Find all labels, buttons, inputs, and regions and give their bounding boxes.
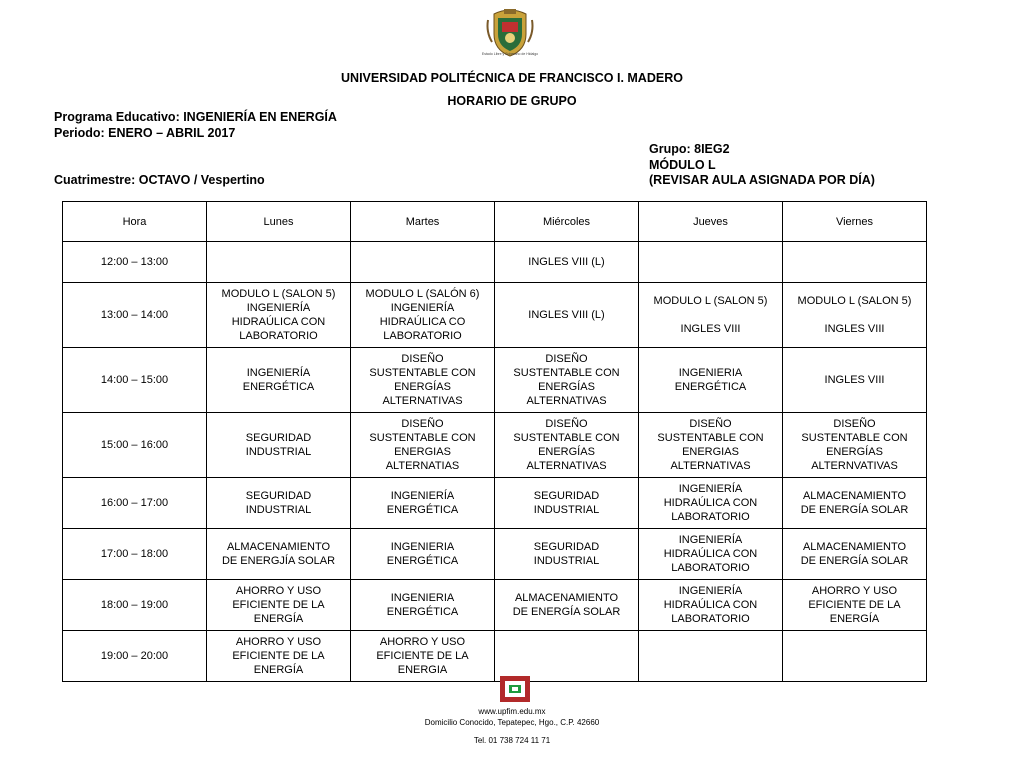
table-row [63,242,927,283]
period-label: Periodo: ENERO – ABRIL 2017 [54,126,236,140]
class-cell: ALMACENAMIENTO DE ENERGÍA SOLAR [783,529,927,580]
class-cell [783,242,927,283]
footer-address: Domicilio Conocido, Tepatepec, Hgo., C.P. 42660 [424,718,600,727]
class-cell: SEGURIDAD INDUSTRIAL [207,413,351,478]
university-name: UNIVERSIDAD POLITÉCNICA DE FRANCISCO I. MADERO [341,71,683,85]
program-label: Programa Educativo: INGENIERÍA EN ENERGÍA [54,110,337,124]
table-row [63,580,927,631]
class-cell: SEGURIDAD INDUSTRIAL [495,529,639,580]
class-cell: DISEÑO SUSTENTABLE CON ENERGÍAS ALTERNATIVAS [495,413,639,478]
class-cell: INGENIERÍA HIDRAÚLICA CON LABORATORIO [639,580,783,631]
class-cell: INGENIERÍA HIDRAÚLICA CON LABORATORIO [639,478,783,529]
time-cell: 18:00 – 19:00 [63,580,207,631]
time-cell: 19:00 – 20:00 [63,631,207,682]
class-cell: INGENIERIA ENERGÉTICA [639,348,783,413]
class-cell: DISEÑO SUSTENTABLE CON ENERGÍAS ALTERNATIVAS [495,348,639,413]
time-cell: 13:00 – 14:00 [63,283,207,348]
class-cell: INGENIERÍA HIDRAÚLICA CON LABORATORIO [639,529,783,580]
class-cell: MODULO L (SALON 5) INGLES VIII [783,283,927,348]
term-label: Cuatrimestre: OCTAVO / Vespertino [54,173,265,187]
class-cell: DISEÑO SUSTENTABLE CON ENERGIAS ALTERNATIVAS [639,413,783,478]
column-header-lunes: Lunes [207,202,351,242]
class-cell: DISEÑO SUSTENTABLE CON ENERGÍAS ALTERNVATIVAS [783,413,927,478]
seal-caption: Estado Libre y Soberano de Hidalgo [481,52,539,56]
schedule-table [62,201,927,682]
table-row [63,631,927,682]
class-cell: INGLES VIII (L) [495,283,639,348]
time-cell: 15:00 – 16:00 [63,413,207,478]
time-cell: 16:00 – 17:00 [63,478,207,529]
class-cell [639,242,783,283]
room-note: (REVISAR AULA ASIGNADA POR DÍA) [649,173,875,187]
class-cell: INGENIERIA ENERGÉTICA [351,580,495,631]
class-cell: SEGURIDAD INDUSTRIAL [495,478,639,529]
column-header-hora: Hora [63,202,207,242]
table-row [63,348,927,413]
column-header-viernes: Viernes [783,202,927,242]
document-title: HORARIO DE GRUPO [447,94,577,108]
class-cell: INGLES VIII (L) [495,242,639,283]
upfim-logo-icon [498,674,532,704]
column-header-martes: Martes [351,202,495,242]
class-cell: ALMACENAMIENTO DE ENERGJÍA SOLAR [207,529,351,580]
time-cell: 12:00 – 13:00 [63,242,207,283]
table-header-row [63,202,927,242]
class-cell: AHORRO Y USO EFICIENTE DE LA ENERGÍA [207,631,351,682]
time-cell: 17:00 – 18:00 [63,529,207,580]
class-cell: DISEÑO SUSTENTABLE CON ENERGIAS ALTERNATIAS [351,413,495,478]
table-row [63,283,927,348]
footer-phone: Tel. 01 738 724 11 71 [473,736,551,745]
class-cell: MODULO L (SALON 5) INGENIERÍA HIDRAÚLICA CON LABORATORIO [207,283,351,348]
class-cell: INGENIERÍA ENERGÉTICA [207,348,351,413]
class-cell: AHORRO Y USO EFICIENTE DE LA ENERGÍA [207,580,351,631]
column-header-miercoles: Miércoles [495,202,639,242]
group-label: Grupo: 8IEG2 [649,142,730,156]
table-row [63,413,927,478]
class-cell [207,242,351,283]
module-label: MÓDULO L [649,158,716,172]
table-row [63,529,927,580]
class-cell: INGENIERÍA ENERGÉTICA [351,478,495,529]
class-cell [783,631,927,682]
time-cell: 14:00 – 15:00 [63,348,207,413]
class-cell: SEGURIDAD INDUSTRIAL [207,478,351,529]
class-cell [351,242,495,283]
footer-website: www.upfim.edu.mx [478,707,546,716]
class-cell: INGLES VIII [783,348,927,413]
class-cell [639,631,783,682]
class-cell: AHORRO Y USO EFICIENTE DE LA ENERGIA [351,631,495,682]
class-cell: MODULO L (SALÓN 6) INGENIERÍA HIDRAÚLICA CO LABORATORIO [351,283,495,348]
class-cell: INGENIERIA ENERGÉTICA [351,529,495,580]
table-row [63,478,927,529]
column-header-jueves: Jueves [639,202,783,242]
class-cell: AHORRO Y USO EFICIENTE DE LA ENERGÍA [783,580,927,631]
class-cell: MODULO L (SALON 5) INGLES VIII [639,283,783,348]
class-cell: DISEÑO SUSTENTABLE CON ENERGÍAS ALTERNATIVAS [351,348,495,413]
class-cell: ALMACENAMIENTO DE ENERGÍA SOLAR [495,580,639,631]
class-cell: ALMACENAMIENTO DE ENERGÍA SOLAR [783,478,927,529]
